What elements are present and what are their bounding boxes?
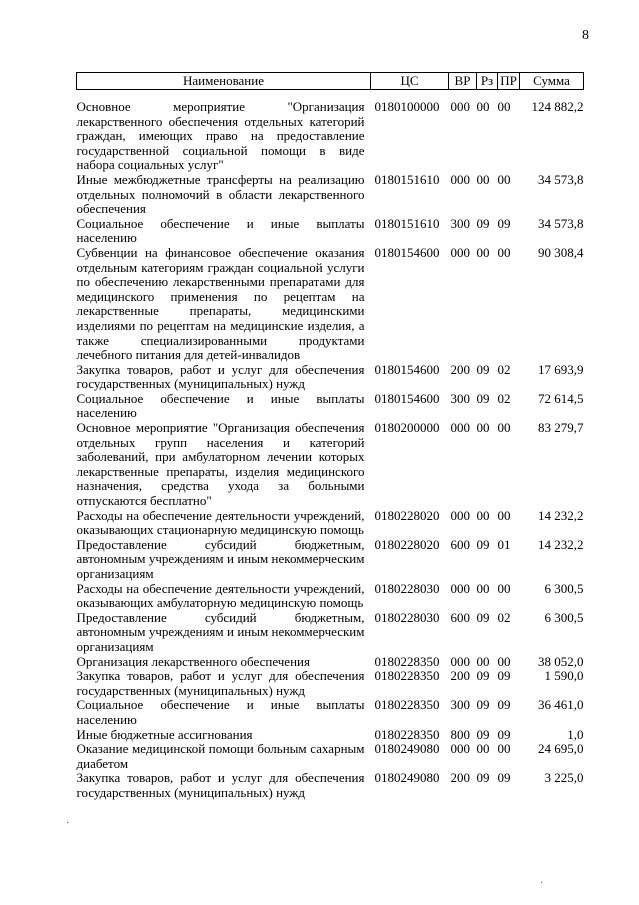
table-row [77, 392, 584, 421]
cell-pr: 00 [497, 653, 511, 669]
cell-name: Социальное обеспечение и иные выплаты населению [76, 215, 365, 246]
cell-pr: 00 [497, 420, 511, 436]
cell-rz: 00 [476, 244, 490, 260]
cell-cs: 0180249080 [374, 770, 440, 786]
cell-rz: 09 [476, 697, 490, 713]
cell-name: Закупка товаров, работ и услуг для обеспечения государственных (муниципальных) нужд [76, 668, 365, 698]
cell-vr: 200 [450, 668, 470, 684]
cell-pr: 00 [497, 99, 511, 114]
cell-cs: 0180154600 [374, 361, 440, 377]
cell-rz: 09 [476, 390, 490, 406]
cell-rz: 00 [476, 653, 490, 669]
cell-sum: 6 300,5 [544, 609, 584, 625]
cell-pr: 00 [497, 580, 511, 596]
cell-sum: 90 308,4 [538, 244, 584, 260]
cell-rz: 09 [476, 536, 490, 552]
cell-sum: 83 279,7 [538, 420, 584, 436]
cell-sum: 6 300,5 [544, 580, 584, 596]
table-row [77, 538, 584, 582]
cell-rz: 00 [476, 420, 490, 436]
cell-rz: 09 [476, 770, 490, 786]
table-row [77, 246, 584, 363]
cell-pr: 09 [497, 697, 511, 713]
header-pr: ПР [498, 73, 520, 90]
cell-cs: 0180228020 [374, 507, 440, 523]
cell-vr: 600 [450, 609, 470, 625]
cell-name: Иные межбюджетные трансферты на реализацию отдельных полномочий в области лекарственного обеспечения [76, 171, 365, 217]
cell-pr: 01 [497, 536, 511, 552]
cell-rz: 00 [476, 99, 490, 114]
header-name: Наименование [77, 73, 371, 90]
cell-cs: 0180228350 [374, 697, 440, 713]
table-row [77, 771, 584, 800]
table-row [77, 421, 584, 509]
cell-sum: 3 225,0 [544, 770, 584, 786]
header-rz: Рз [477, 73, 498, 90]
cell-name: Предоставление субсидий бюджетным, автономным учреждениям и иным некоммерческим организациям [76, 536, 365, 581]
cell-name: Закупка товаров, работ и услуг для обеспечения государственных (муниципальных) нужд [76, 361, 365, 392]
cell-pr: 09 [497, 668, 511, 684]
cell-sum: 34 573,8 [538, 171, 584, 187]
header-cs: ЦС [371, 73, 449, 90]
table-row [77, 698, 584, 727]
cell-name: Расходы на обеспечение деятельности учреждений, оказывающих стационарную медицинскую помощь [76, 507, 365, 538]
cell-vr: 800 [450, 726, 470, 742]
header-sum: Сумма [520, 73, 584, 90]
cell-sum: 38 052,0 [538, 653, 584, 669]
cell-cs: 0180228020 [374, 536, 440, 552]
cell-rz: 09 [476, 726, 490, 742]
cell-sum: 14 232,2 [538, 536, 584, 552]
cell-name: Организация лекарственного обеспечения [76, 653, 310, 669]
cell-sum: 14 232,2 [538, 507, 584, 523]
table-row [77, 611, 584, 655]
cell-pr: 09 [497, 215, 511, 231]
table-row [77, 509, 584, 538]
table-row [77, 742, 584, 771]
cell-name: Субвенции на финансовое обеспечение оказания отдельным категориям граждан социальной услуги по обеспечению лекарственными препаратами для медицинского применения по рецептам на лекарственные препараты, медицинскими изделиями по рецептам на медицинские изделия, а также специализированными продуктами лечебного питания для детей-инвалидов [76, 244, 365, 363]
cell-rz: 00 [476, 580, 490, 596]
cell-cs: 0180154600 [374, 244, 440, 260]
cell-pr: 02 [497, 361, 511, 377]
table-row [77, 728, 584, 743]
cell-sum: 1,0 [567, 726, 584, 742]
cell-vr: 000 [450, 99, 470, 114]
cell-vr: 000 [450, 653, 470, 669]
cell-cs: 0180228350 [374, 668, 440, 684]
table-row [77, 582, 584, 611]
cell-pr: 02 [497, 609, 511, 625]
cell-vr: 000 [450, 171, 470, 187]
cell-rz: 09 [476, 361, 490, 377]
scan-speck: · [540, 878, 544, 889]
table-row [77, 90, 584, 173]
cell-rz: 09 [476, 668, 490, 684]
cell-vr: 000 [450, 420, 470, 436]
cell-sum: 72 614,5 [538, 390, 584, 406]
cell-cs: 0180228030 [374, 609, 440, 625]
cell-name: Иные бюджетные ассигнования [76, 726, 253, 742]
table-row [77, 669, 584, 698]
cell-name: Социальное обеспечение и иные выплаты населению [76, 697, 365, 727]
cell-rz: 00 [476, 741, 490, 757]
table-body [77, 90, 584, 801]
cell-name: Расходы на обеспечение деятельности учреждений, оказывающих амбулаторную медицинскую помощь [76, 580, 365, 611]
header-vr: ВР [449, 73, 477, 90]
cell-cs: 0180151610 [374, 215, 440, 231]
cell-cs: 0180228350 [374, 726, 440, 742]
cell-sum: 124 882,2 [531, 99, 584, 114]
cell-sum: 1 590,0 [544, 668, 584, 684]
cell-pr: 09 [497, 770, 511, 786]
budget-table [76, 72, 584, 801]
cell-vr: 200 [450, 770, 470, 786]
cell-name: Закупка товаров, работ и услуг для обеспечения государственных (муниципальных) нужд [76, 770, 365, 800]
cell-pr: 00 [497, 741, 511, 757]
cell-cs: 0180249080 [374, 741, 440, 757]
cell-pr: 00 [497, 244, 511, 260]
cell-vr: 300 [450, 697, 470, 713]
cell-name: Социальное обеспечение и иные выплаты населению [76, 390, 365, 421]
cell-name: Основное мероприятие "Организация обеспечения отдельных групп населения и категорий заболеваний, при амбулаторном лечении которых лекарственные препараты, изделия медицинского назначения, средства ухода за больными отпускаются бесплатно" [76, 420, 365, 509]
page-number: 8 [582, 28, 589, 43]
cell-sum: 34 573,8 [538, 215, 584, 231]
cell-cs: 0180154600 [374, 390, 440, 406]
table-row [77, 655, 584, 670]
cell-pr: 00 [497, 171, 511, 187]
cell-rz: 00 [476, 507, 490, 523]
cell-sum: 17 693,9 [538, 361, 584, 377]
cell-sum: 24 695,0 [538, 741, 584, 757]
cell-cs: 0180100000 [374, 99, 440, 114]
table-row [77, 217, 584, 246]
cell-vr: 600 [450, 536, 470, 552]
cell-vr: 000 [450, 244, 470, 260]
cell-pr: 09 [497, 726, 511, 742]
cell-vr: 000 [450, 741, 470, 757]
cell-cs: 0180151610 [374, 171, 440, 187]
cell-rz: 09 [476, 609, 490, 625]
cell-vr: 300 [450, 390, 470, 406]
table-row [77, 363, 584, 392]
cell-cs: 0180228030 [374, 580, 440, 596]
cell-name: Основное мероприятие "Организация лекарственного обеспечения отдельных категорий граждан, имеющих право на предоставление государственной социальной помощи в виде набора социальных услуг" [76, 99, 365, 173]
table-header [77, 73, 584, 90]
scan-speck: · [66, 818, 70, 829]
cell-pr: 00 [497, 507, 511, 523]
cell-cs: 0180228350 [374, 653, 440, 669]
cell-rz: 00 [476, 171, 490, 187]
cell-sum: 36 461,0 [538, 697, 584, 713]
cell-rz: 09 [476, 215, 490, 231]
cell-pr: 02 [497, 390, 511, 406]
cell-name: Оказание медицинской помощи больным сахарным диабетом [76, 741, 365, 771]
cell-vr: 000 [450, 580, 470, 596]
table-row [77, 173, 584, 217]
cell-vr: 000 [450, 507, 470, 523]
cell-cs: 0180200000 [374, 420, 440, 436]
cell-name: Предоставление субсидий бюджетным, автономным учреждениям и иным некоммерческим организациям [76, 609, 365, 654]
cell-vr: 200 [450, 361, 470, 377]
cell-vr: 300 [450, 215, 470, 231]
